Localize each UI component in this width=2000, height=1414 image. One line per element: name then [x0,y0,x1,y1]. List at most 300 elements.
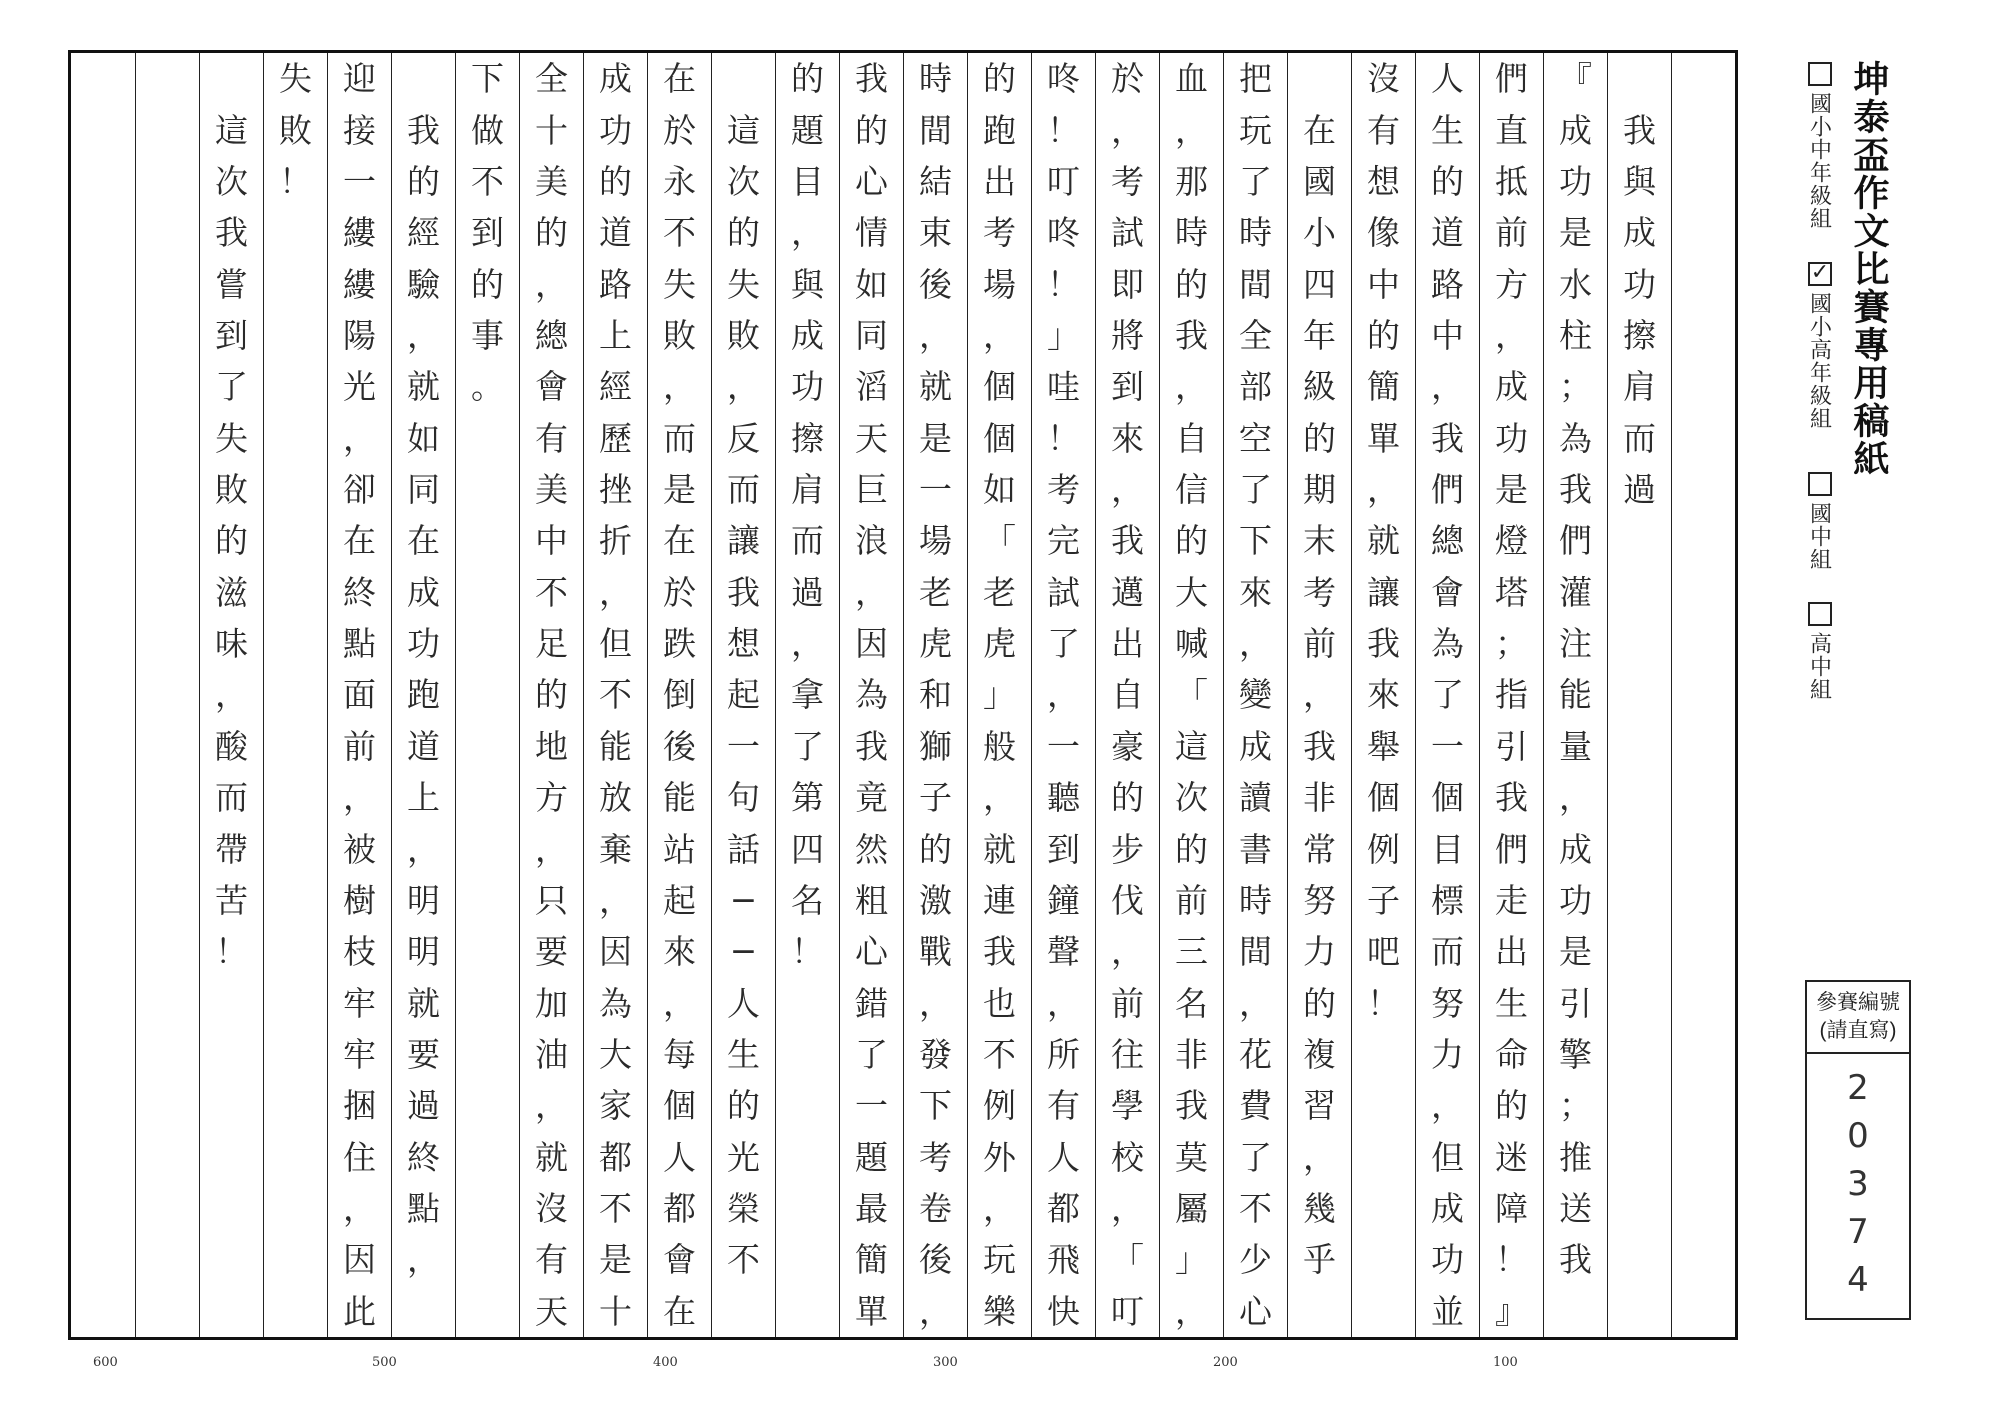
grid-char: 挫 [599,470,632,510]
grid-char: 後 [919,264,952,304]
grid-char: 四 [1303,264,1336,304]
grid-char: 跌 [663,624,696,664]
grid-char: 一 [343,161,376,201]
grid-char: 在 [343,521,376,561]
grid-char: 聽 [1047,778,1080,818]
grid-char: 了 [1239,1137,1272,1177]
grid-char: 功 [1559,880,1592,920]
ruler-mark: 500 [372,1355,397,1370]
grid-char: 點 [343,624,376,664]
grid-char: 步 [1111,829,1144,869]
grid-char: 的 [407,161,440,201]
grid-char: 次 [727,161,760,201]
option-senior-high[interactable] [1800,602,1840,701]
grid-char: 幾 [1303,1189,1336,1229]
grid-column [1095,53,1159,1337]
grid-char: 敗 [215,470,248,510]
grid-char: 都 [599,1137,632,1177]
grid-char: 巨 [855,470,888,510]
grid-char: 起 [727,675,760,715]
grid-char: ， [343,1189,376,1229]
grid-char: 往 [1111,1035,1144,1074]
grid-char: 成 [599,59,632,99]
grid-char: 與 [1623,161,1656,201]
grid-char: 中 [1367,264,1400,304]
grid-char: 全 [535,59,568,99]
grid-char: 和 [919,675,952,715]
grid-char: 擎 [1559,1035,1592,1074]
grid-char: 酸 [215,726,248,766]
grid-char: 前 [343,726,376,766]
grid-char: 但 [599,624,632,664]
grid-char: 的 [471,264,504,304]
entry-number-box [1805,980,1911,1320]
grid-char: ， [855,572,888,612]
grid-char: 事 [471,315,504,355]
grid-char: ， [1431,367,1464,407]
grid-char: 的 [1111,778,1144,818]
grid-char: ， [983,778,1016,818]
grid-char: 同 [407,470,440,510]
grid-char: ， [407,315,440,355]
grid-char: 個 [1367,778,1400,818]
grid-char: 就 [407,983,440,1023]
grid-char: 一 [1431,726,1464,766]
grid-char: ， [983,1189,1016,1229]
grid-char: 帶 [215,829,248,869]
grid-char: 時 [1239,880,1272,920]
grid-char: 樂 [983,1291,1016,1331]
grid-char: 獅 [919,726,952,766]
grid-char: 捆 [343,1086,376,1126]
grid-char: ， [919,983,952,1023]
grid-char: 前 [1303,624,1336,664]
checkbox-checked-icon[interactable]: ✓ [1808,262,1832,286]
grid-char: 下 [471,59,504,99]
checkbox-icon[interactable] [1808,472,1832,496]
grid-char: 方 [1495,264,1528,304]
grid-char: 肩 [791,470,824,510]
grid-char: ！ [1047,110,1080,150]
grid-char: 粗 [855,880,888,920]
grid-char: 伐 [1111,880,1144,920]
grid-char: 我 [1303,726,1336,766]
grid-char: 的 [599,161,632,201]
grid-char: 是 [1495,470,1528,510]
grid-char: 老 [983,572,1016,612]
grid-char: 簡 [855,1240,888,1280]
grid-char: 為 [1431,624,1464,664]
grid-char: ， [791,624,824,664]
grid-char: 要 [407,1035,440,1074]
grid-char: 擦 [791,418,824,458]
grid-char: ， [599,880,632,920]
grid-char: 在 [663,59,696,99]
grid-char: 下 [919,1086,952,1126]
entry-digit: 4 [1847,1260,1869,1300]
ruler-mark: 600 [93,1355,118,1370]
grid-column [1159,53,1223,1337]
grid-char: ， [1495,315,1528,355]
grid-char: 抵 [1495,161,1528,201]
grid-char: 年 [1303,315,1336,355]
grid-char: 是 [919,418,952,458]
grid-char: 就 [983,829,1016,869]
option-lower-elementary[interactable] [1800,62,1840,230]
grid-char: 後 [663,726,696,766]
grid-char: 自 [1111,675,1144,715]
grid-char: 為 [855,675,888,715]
grid-char: 因 [599,932,632,972]
ruler-mark: 300 [933,1355,958,1370]
grid-char: 方 [535,778,568,818]
grid-char: 在 [407,521,440,561]
grid-char: 的 [535,213,568,253]
grid-char: 我 [1175,315,1208,355]
grid-char: 反 [727,418,760,458]
grid-char: 例 [1367,829,1400,869]
grid-char: 時 [1239,213,1272,253]
grid-char: 功 [1495,418,1528,458]
grid-char: 是 [1559,213,1592,253]
grid-char: 的 [1431,161,1464,201]
grid-char: ， [1239,624,1272,664]
grid-char: 們 [1559,521,1592,561]
grid-char: 天 [535,1291,568,1331]
grid-char: 引 [1559,983,1592,1023]
checkbox-icon[interactable] [1808,602,1832,626]
grid-char: 下 [1239,521,1272,561]
grid-char: 做 [471,110,504,150]
grid-char: 住 [343,1137,376,1177]
grid-char: 沒 [535,1189,568,1229]
grid-char: 敗 [279,110,312,150]
grid-char: 一 [1047,726,1080,766]
grid-char: ， [919,315,952,355]
grid-char: 過 [407,1086,440,1126]
grid-char: 只 [535,880,568,920]
grid-column [775,53,839,1337]
grid-char: 不 [727,1240,760,1280]
grid-char: 考 [983,213,1016,253]
grid-char: 功 [1623,264,1656,304]
grid-char: 虎 [983,624,1016,664]
grid-column [1479,53,1543,1337]
grid-char [200,53,263,104]
grid-char: 成 [407,572,440,612]
grid-char: 引 [1495,726,1528,766]
grid-char: 生 [1431,110,1464,150]
grid-char: ， [791,213,824,253]
grid-char: 即 [1111,264,1144,304]
checkbox-icon[interactable] [1808,62,1832,86]
grid-char: 地 [535,726,568,766]
grid-char: 牢 [343,1035,376,1074]
grid-char: 期 [1303,470,1336,510]
grid-char: 這 [1175,726,1208,766]
grid-char: 中 [535,521,568,561]
grid-char: 是 [1559,932,1592,972]
grid-char: 而 [791,521,824,561]
grid-char: 連 [983,880,1016,920]
grid-char: 人 [663,1137,696,1177]
grid-char: 而 [663,418,696,458]
grid-char: ， [1367,470,1400,510]
grid-char: 肩 [1623,367,1656,407]
grid-column [711,53,775,1337]
grid-char: ， [663,983,696,1023]
grid-char: 枝 [343,932,376,972]
grid-char: 來 [1367,675,1400,715]
grid-char: 與 [791,264,824,304]
grid-column [583,53,647,1337]
grid-char: 變 [1239,675,1272,715]
grid-char: ， [535,1086,568,1126]
grid-char: 路 [1431,264,1464,304]
grid-char: 努 [1431,983,1464,1023]
grid-char: 有 [535,1240,568,1280]
entry-label-hint: (請直寫) [1819,1019,1897,1042]
grid-char: ！ [1367,983,1400,1023]
grid-char: 了 [791,726,824,766]
grid-char: 來 [663,932,696,972]
grid-char: 了 [1239,470,1272,510]
grid-char: 我 [1175,1086,1208,1126]
grid-char: 放 [599,778,632,818]
grid-char: 」 [1175,1240,1208,1280]
grid-char: 試 [1047,572,1080,612]
grid-char: 點 [407,1189,440,1229]
grid-char: 光 [727,1137,760,1177]
grid-char: 前 [1175,880,1208,920]
grid-char: 量 [1559,726,1592,766]
grid-column [455,53,519,1337]
grid-char: 我 [1367,624,1400,664]
grid-char: 第 [791,778,824,818]
grid-char: 讓 [727,521,760,561]
grid-char [712,53,775,104]
grid-column [1351,53,1415,1337]
grid-char: ！ [791,932,824,972]
grid-char: 失 [279,59,312,99]
grid-char: 敗 [663,315,696,355]
grid-char: 喊 [1175,624,1208,664]
grid-char: 我 [855,59,888,99]
grid-char: 時 [1175,213,1208,253]
grid-char: 也 [983,983,1016,1023]
grid-char: 個 [1431,778,1464,818]
grid-char: 卻 [343,470,376,510]
grid-char: 卷 [919,1189,952,1229]
grid-char: ， [215,675,248,715]
grid-char: 費 [1239,1086,1272,1126]
grid-char: 如 [855,264,888,304]
grid-char: ； [1495,624,1528,664]
grid-char: ， [343,418,376,458]
grid-char: 道 [407,726,440,766]
grid-char: 路 [599,264,632,304]
grid-char: 舉 [1367,726,1400,766]
grid-char: 目 [791,161,824,201]
grid-char: 把 [1239,59,1272,99]
grid-char: 咚 [1047,213,1080,253]
grid-char: 間 [1239,932,1272,972]
grid-char: 塔 [1495,572,1528,612]
grid-char: 那 [1175,161,1208,201]
grid-char: 敗 [727,315,760,355]
grid-char: 激 [919,880,952,920]
grid-char [1608,53,1671,104]
grid-char: 飛 [1047,1240,1080,1280]
grid-char: 最 [855,1189,888,1229]
grid-char: 有 [1047,1086,1080,1126]
entry-digit: 0 [1847,1116,1869,1156]
option-label: 國小高年級組 [1807,292,1833,430]
grid-char: 能 [1559,675,1592,715]
grid-char: 「 [983,521,1016,561]
grid-char: 功 [407,624,440,664]
grid-char: 邁 [1111,572,1144,612]
grid-char: 總 [1431,521,1464,561]
grid-char: 間 [919,110,952,150]
grid-char: 』 [1495,1291,1528,1331]
grid-char: 都 [663,1189,696,1229]
grid-char: 人 [727,983,760,1023]
grid-char: 心 [855,161,888,201]
grid-char: 有 [1367,110,1400,150]
grid-column [263,53,327,1337]
grid-char: 是 [663,470,696,510]
grid-char: 倒 [663,675,696,715]
grid-char: 簡 [1367,367,1400,407]
grid-char: 們 [1431,470,1464,510]
grid-char: 不 [599,1189,632,1229]
grid-char: 書 [1239,829,1272,869]
grid-char: 虎 [919,624,952,664]
grid-char: 常 [1303,829,1336,869]
grid-char: 跑 [407,675,440,715]
option-upper-elementary[interactable] [1800,262,1840,430]
grid-char: 哇 [1047,367,1080,407]
grid-char: 出 [1495,932,1528,972]
grid-column [1223,53,1287,1337]
option-label: 國小中年級組 [1807,92,1833,230]
grid-char: 水 [1559,264,1592,304]
grid-char: 成 [791,315,824,355]
grid-char: 所 [1047,1035,1080,1074]
grid-char: 了 [215,367,248,407]
grid-column [199,53,263,1337]
grid-char: 並 [1431,1291,1464,1331]
grid-char: 的 [919,829,952,869]
grid-char: 個 [983,418,1016,458]
grid-column [1671,53,1735,1337]
grid-char: 想 [727,624,760,664]
grid-char: 我 [407,110,440,150]
grid-char: ， [1303,1137,1336,1177]
grid-char: 失 [215,418,248,458]
grid-char: 燈 [1495,521,1528,561]
grid-column [839,53,903,1337]
grid-char: 過 [791,572,824,612]
grid-char: 試 [1111,213,1144,253]
grid-column [647,53,711,1337]
grid-char: 的 [1367,315,1400,355]
grid-char: 不 [471,161,504,201]
grid-char: 面 [343,675,376,715]
grid-char: 家 [599,1086,632,1126]
grid-char: 擦 [1623,315,1656,355]
grid-char: 們 [1495,829,1528,869]
grid-char: ， [1111,470,1144,510]
option-junior-high[interactable] [1800,472,1840,571]
grid-char: 滋 [215,572,248,612]
grid-char: 「 [1175,675,1208,715]
grid-char: 的 [855,110,888,150]
grid-char: 學 [1111,1086,1144,1126]
grid-char: 來 [1111,418,1144,458]
grid-char: 錯 [855,983,888,1023]
grid-char: 全 [1239,315,1272,355]
grid-char: 外 [983,1137,1016,1177]
grid-char: 歷 [599,418,632,458]
grid-char: 的 [983,59,1016,99]
grid-char: 迎 [343,59,376,99]
grid-char: 我 [1559,470,1592,510]
grid-char: 就 [535,1137,568,1177]
grid-char: 而 [1623,418,1656,458]
grid-char: ， [1431,1086,1464,1126]
grid-char: 一 [919,470,952,510]
grid-char: 十 [599,1291,632,1331]
grid-char: 明 [407,932,440,972]
grid-char: 經 [599,367,632,407]
grid-char: 直 [1495,110,1528,150]
grid-char: 而 [727,470,760,510]
grid-char: 心 [855,932,888,972]
grid-char: 的 [1175,264,1208,304]
entry-label: 參賽編號 [1816,991,1900,1014]
grid-char: 而 [1431,932,1464,972]
grid-char: 場 [983,264,1016,304]
form-title: 坤泰盃作文比賽專用稿紙 [1849,60,1890,478]
grid-char: 到 [215,315,248,355]
grid-char: 但 [1431,1137,1464,1177]
grid-char: 到 [1111,367,1144,407]
grid-char: 複 [1303,1035,1336,1074]
grid-char: 走 [1495,880,1528,920]
grid-char: 的 [1303,418,1336,458]
ruler-mark: 400 [653,1355,678,1370]
grid-char: 束 [919,213,952,253]
grid-column [1543,53,1607,1337]
grid-column [327,53,391,1337]
grid-char: 灌 [1559,572,1592,612]
grid-char: 總 [535,315,568,355]
grid-char: 例 [983,1086,1016,1126]
grid-char: 名 [1175,983,1208,1023]
grid-char: 起 [663,880,696,920]
grid-char: 不 [663,213,696,253]
grid-char: 了 [1047,624,1080,664]
grid-char: 的 [1303,983,1336,1023]
grid-char: 發 [919,1035,952,1074]
grid-char: 將 [1111,315,1144,355]
grid-column [967,53,1031,1337]
grid-char: 成 [1431,1189,1464,1229]
grid-char: 要 [535,932,568,972]
grid-char: ， [1111,1189,1144,1229]
